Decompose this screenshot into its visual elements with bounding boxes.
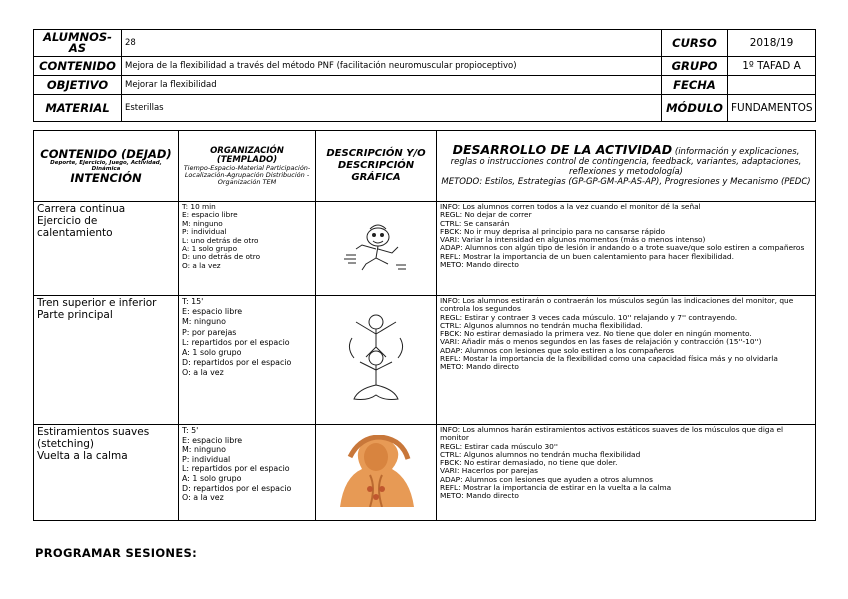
org-line: L: repartidos por el espacio (182, 464, 290, 474)
session-header-table (33, 29, 816, 122)
dev-line: FBCK: No estirar demasiado, no tiene que doler. (440, 458, 618, 468)
dev-line: INFO: Los alumnos corren todos a la vez cuando el monitor dé la señal (440, 202, 701, 211)
org-line: A: 1 solo grupo (182, 244, 238, 254)
fecha-value (728, 76, 816, 95)
org-line: D: repartidos por el espacio (182, 358, 292, 368)
desarrollo-header-title: DESARROLLO DE LA ACTIVIDAD (452, 142, 673, 157)
org-line: E: espacio libre (182, 210, 238, 220)
org-line: L: repartidos por el espacio (182, 337, 290, 347)
dev-line: FBCK: No estirar demasiado la primera vez. No tiene que doler en ningún momento. (440, 329, 752, 339)
activity-image (316, 296, 437, 425)
org-line: D: uno detrás de otro (182, 252, 261, 262)
org-line: O: a la vez (182, 368, 224, 378)
org-line: L: uno detrás de otro (182, 235, 259, 245)
org-line: T: 5' (182, 426, 199, 435)
grupo-label: GRUPO (662, 57, 728, 76)
org-line: D: repartidos por el espacio (182, 483, 292, 493)
dev-line: METO: Mando directo (440, 491, 519, 501)
organizacion-header-sub: Tiempo-Espacio-Material Participación-Localización-Agrupación Distribución - Organización TEM (183, 163, 311, 186)
organizacion-header (179, 131, 316, 202)
activity-name: Carrera continua (37, 203, 126, 215)
activity-intention: Parte principal (37, 309, 113, 321)
descripcion-header (316, 131, 437, 202)
activity-row (34, 296, 816, 425)
dev-line: FBCK: No ir muy deprisa al principio para no cansarse rápido (440, 226, 666, 236)
dev-line: ADAP: Alumnos con lesiones que solo estiren a los compañeros (440, 345, 674, 355)
activity-content (34, 296, 179, 425)
descripcion-header-title: DESCRIPCIÓN Y/O DESCRIPCIÓN GRÁFICA (326, 148, 426, 183)
activity-content (34, 202, 179, 296)
contenido-value: Mejora de la flexibilidad a través del método PNF (facilitación neuromuscular propioceptivo) (122, 57, 662, 76)
header-row-objetivo (34, 76, 816, 95)
objetivo-value: Mejorar la flexibilidad (122, 76, 662, 95)
neck-stretch-photo (330, 435, 422, 507)
dev-line: ADAP: Alumnos con algún tipo de lesión ir andando o a trote suave/que solo estiren a compañeros (440, 243, 805, 253)
dev-line: REGL: Estirar y contraer 3 veces cada músculo. 10'' relajando y 7'' contrayendo. (440, 312, 738, 322)
org-line: T: 15' (182, 297, 204, 306)
activity-organization (179, 296, 316, 425)
fecha-label: FECHA (662, 76, 728, 95)
contenido-header-sub: Deporte, Ejercicio, Juego, Actividad, Dinámica (50, 160, 162, 172)
material-label: MATERIAL (34, 95, 122, 122)
org-line: E: espacio libre (182, 435, 243, 445)
activity-intention: Ejercicio de calentamiento (37, 215, 113, 239)
intencion-header: INTENCIÓN (70, 171, 142, 185)
dev-line: VARI: Añadir más o menos segundos en las fases de relajación y contracción (15''-10'') (440, 337, 762, 347)
dev-line: CTRL: Se cansarán (440, 218, 510, 228)
curso-label: CURSO (662, 30, 728, 57)
activity-table (33, 130, 816, 521)
header-row-alumnos (34, 30, 816, 57)
dev-line: REGL: Estirar cada músculo 30'' (440, 441, 558, 451)
contenido-label: CONTENIDO (34, 57, 122, 76)
dev-line: REGL: No dejar de correr (440, 210, 532, 220)
activity-row (34, 202, 816, 296)
activity-development (437, 425, 816, 521)
org-line: A: 1 solo grupo (182, 473, 242, 483)
alumnos-value: 28 (122, 30, 662, 57)
activity-organization (179, 425, 316, 521)
activity-intention: Vuelta a la calma (37, 450, 128, 462)
dev-line: METO: Mando directo (440, 362, 519, 372)
dev-line: ADAP: Alumnos con lesiones que ayuden a otros alumnos (440, 474, 653, 484)
desarrollo-header (437, 131, 816, 202)
activity-name: Tren superior e inferior (37, 297, 157, 309)
org-line: T: 10 min (182, 202, 216, 211)
running-figure-drawing (326, 217, 426, 277)
activity-development (437, 202, 816, 296)
activity-content (34, 425, 179, 521)
curso-value: 2018/19 (728, 30, 816, 57)
dev-line: CTRL: Algunos alumnos no tendrán mucha flexibilidad. (440, 320, 643, 330)
dev-line: INFO: Los alumnos harán estiramientos activos estáticos suaves de los músculos que diga el monitor (440, 425, 784, 443)
dev-line: METO: Mando directo (440, 260, 519, 270)
section-heading: PROGRAMAR SESIONES: (35, 546, 197, 560)
org-line: M: ninguno (182, 218, 223, 228)
org-line: P: individual (182, 227, 227, 237)
org-line: M: ninguno (182, 445, 227, 455)
header-row-contenido (34, 57, 816, 76)
org-line: M: ninguno (182, 317, 227, 327)
material-value: Esterillas (122, 95, 662, 122)
contenido-header-title: CONTENIDO (DEJAD) (40, 147, 172, 161)
dev-line: REFL: Mostar la importancia de la flexibilidad como una capacidad física más y no olvidarla (440, 354, 778, 364)
activity-organization (179, 202, 316, 296)
activity-image (316, 202, 437, 296)
activity-header-row (34, 131, 816, 202)
dev-line: INFO: Los alumnos estirarán o contraerán los músculos según las indicaciones del monitor, que controla los segundos (440, 296, 794, 314)
modulo-label: MÓDULO (662, 95, 728, 122)
alumnos-label: ALUMNOS-AS (34, 30, 122, 57)
desarrollo-header-paren: (información y explicaciones, reglas o instrucciones control de contingencia, feedback, variantes, adaptaciones, reflexiones y metodología) (450, 147, 802, 177)
org-line: P: por parejas (182, 327, 237, 337)
org-line: A: 1 solo grupo (182, 348, 242, 358)
activity-image (316, 425, 437, 521)
dev-line: REFL: Mostrar la importancia de estirar en la vuelta a la calma (440, 483, 672, 493)
dev-line: VARI: Variar la intensidad en algunos momentos (más o menos intenso) (440, 235, 706, 245)
activity-row (34, 425, 816, 521)
activity-development (437, 296, 816, 425)
header-row-material (34, 95, 816, 122)
org-line: P: individual (182, 454, 231, 464)
grupo-value: 1º TAFAD A (728, 57, 816, 76)
org-line: E: espacio libre (182, 307, 243, 317)
partner-stretch-drawing (326, 308, 426, 408)
dev-line: REFL: Mostrar la importancia de un buen calentamiento para hacer flexibilidad. (440, 251, 734, 261)
org-line: O: a la vez (182, 260, 221, 270)
activity-name: Estiramientos suaves (stetching) (37, 426, 150, 450)
modulo-value: FUNDAMENTOS (728, 95, 816, 122)
dev-line: CTRL: Algunos alumnos no tendrán mucha flexibilidad (440, 449, 641, 459)
org-line: O: a la vez (182, 493, 224, 503)
objetivo-label: OBJETIVO (34, 76, 122, 95)
desarrollo-header-metodo: METODO: Estilos, Estrategias (GP-GP-GM-AP-AS-AP), Progresiones y Mecanismo (PEDC) (441, 177, 811, 187)
contenido-header (34, 131, 179, 202)
organizacion-header-title: ORGANIZACIÓN (TEMPLADO) (210, 145, 284, 165)
dev-line: VARI: Hacerlos por parejas (440, 466, 538, 476)
